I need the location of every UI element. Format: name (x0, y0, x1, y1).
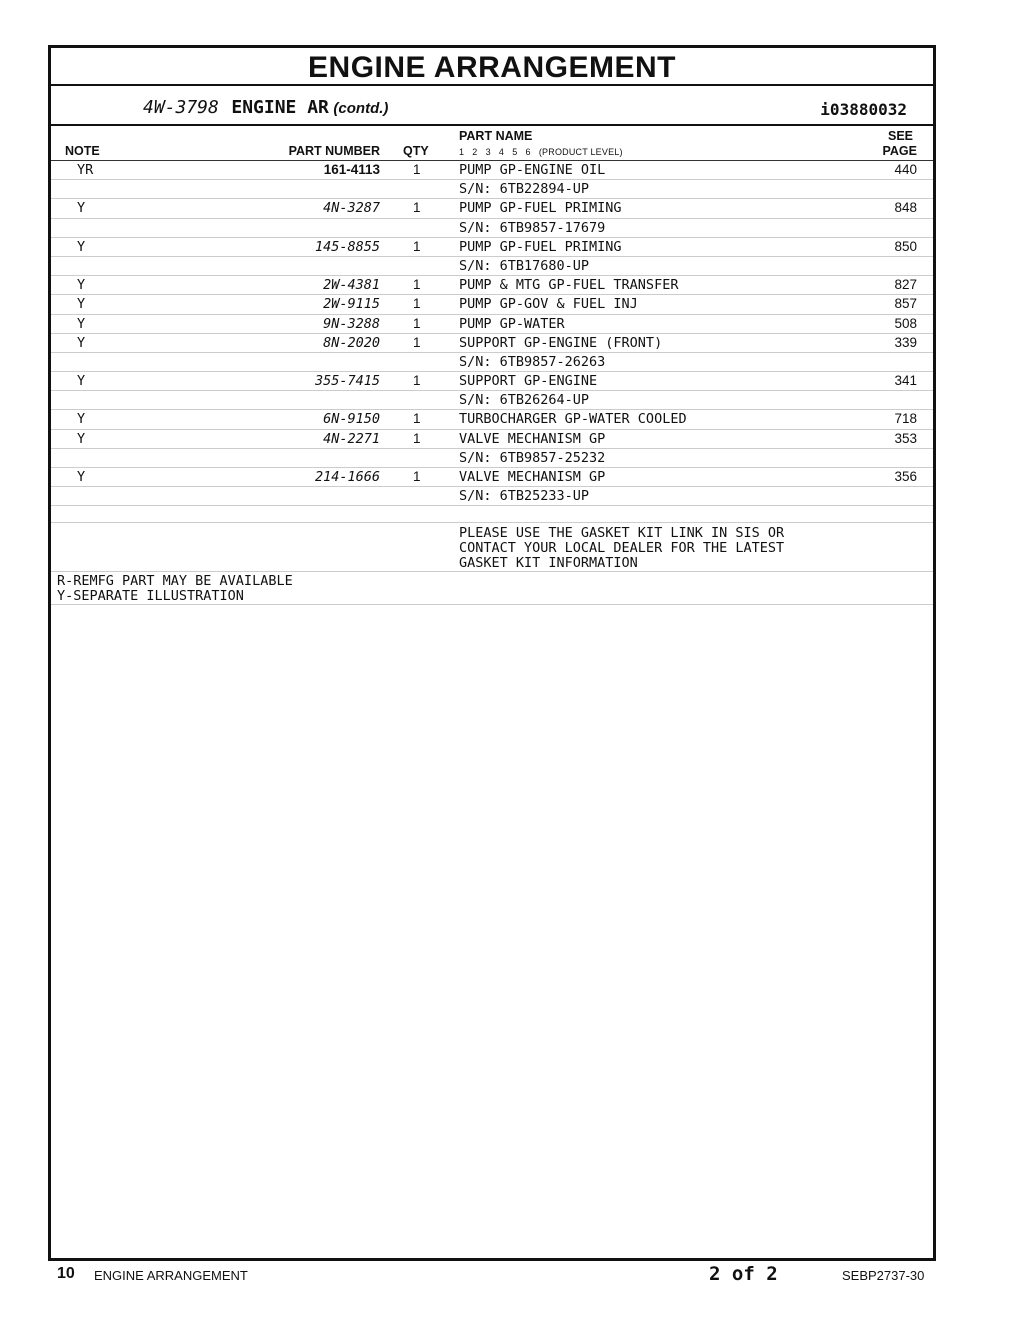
col-see: SEE (887, 129, 913, 143)
note-cell: Y (77, 469, 86, 485)
table-row (51, 257, 933, 276)
see-page-cell: 356 (894, 469, 917, 484)
footer-page-number: 10 (57, 1265, 75, 1282)
part-name-cell: PUMP GP-FUEL PRIMING (459, 238, 622, 255)
qty-cell: 1 (413, 430, 421, 446)
part-name-cell: PUMP & MTG GP-FUEL TRANSFER (459, 277, 679, 294)
group-title (143, 97, 388, 118)
part-number-cell: 355-7415 (314, 373, 380, 390)
part-number-cell: 145-8855 (314, 238, 380, 255)
part-name-cell: PUMP GP-FUEL PRIMING (459, 200, 622, 217)
note-cell: Y (77, 200, 86, 217)
note-cell: Y (77, 277, 86, 294)
part-number-cell: 214-1666 (314, 469, 380, 485)
qty-cell: 1 (413, 373, 421, 389)
footer-doc-id: SEBP2737-30 (842, 1268, 925, 1283)
part-number-cell: 8N-2020 (323, 334, 380, 351)
qty-cell: 1 (413, 315, 421, 331)
group-part-number: 4W-3798 (143, 97, 219, 118)
part-name-cell: S/N: 6TB9857-17679 (459, 219, 606, 236)
note-cell: Y (77, 315, 86, 332)
note-cell: Y (77, 373, 86, 390)
group-name: ENGINE AR (231, 97, 329, 118)
note-legend (51, 572, 933, 605)
legend-item-r: R-REMFG PART MAY BE AVAILABLE (57, 573, 293, 590)
col-page: PAGE (882, 144, 917, 158)
gasket-note-line: GASKET KIT INFORMATION (459, 555, 638, 572)
part-name-cell: S/N: 6TB17680-UP (459, 257, 590, 274)
group-contd: (contd.) (333, 100, 389, 117)
gasket-note-row (51, 523, 933, 572)
page-title: ENGINE ARRANGEMENT (51, 48, 933, 86)
see-page-cell: 353 (894, 430, 917, 446)
part-number-cell: 4N-2271 (323, 430, 380, 447)
table-row (51, 334, 933, 353)
note-cell: Y (77, 334, 86, 351)
part-name-cell: VALVE MECHANISM GP (459, 430, 606, 447)
table-row (51, 219, 933, 238)
table-row (51, 430, 933, 449)
see-page-cell: 341 (894, 373, 917, 389)
gasket-note-line: PLEASE USE THE GASKET KIT LINK IN SIS OR (459, 525, 785, 542)
see-page-cell: 440 (894, 162, 917, 177)
part-number-cell: 4N-3287 (323, 200, 380, 217)
col-qty: QTY (403, 144, 429, 158)
part-name-cell: SUPPORT GP-ENGINE (FRONT) (459, 334, 663, 351)
column-headers (51, 126, 933, 161)
part-name-cell: PUMP GP-ENGINE OIL (459, 162, 606, 178)
see-page-cell: 339 (894, 334, 917, 350)
blank-row (51, 506, 933, 523)
table-row (51, 238, 933, 257)
qty-cell: 1 (413, 200, 421, 216)
part-number-cell: 2W-4381 (323, 277, 380, 294)
see-page-cell: 850 (894, 238, 917, 254)
col-part-number: PART NUMBER (288, 144, 380, 158)
footer-page-of: 2 of 2 (709, 1263, 778, 1285)
part-name-cell: S/N: 6TB9857-26263 (459, 353, 606, 370)
see-page-cell: 857 (894, 296, 917, 312)
table-row (51, 315, 933, 334)
part-name-cell: PUMP GP-WATER (459, 315, 565, 332)
table-row (51, 276, 933, 295)
qty-cell: 1 (413, 296, 421, 312)
table-row (51, 410, 933, 429)
part-number-cell: 161-4113 (323, 162, 380, 177)
table-row (51, 295, 933, 314)
note-cell: Y (77, 430, 86, 447)
part-number-cell: 9N-3288 (323, 315, 380, 332)
part-number-cell: 6N-9150 (323, 411, 380, 428)
gasket-note-line: CONTACT YOUR LOCAL DEALER FOR THE LATEST (459, 540, 785, 557)
note-cell: Y (77, 411, 86, 428)
note-cell: Y (77, 238, 86, 255)
table-row (51, 468, 933, 487)
table-row (51, 372, 933, 391)
qty-cell: 1 (413, 411, 421, 427)
col-product-level: 1 2 3 4 5 6 (PRODUCT LEVEL) (459, 147, 623, 157)
part-name-cell: S/N: 6TB9857-25232 (459, 449, 606, 466)
note-cell: Y (77, 296, 86, 313)
qty-cell: 1 (413, 162, 421, 177)
part-name-cell: S/N: 6TB25233-UP (459, 488, 590, 505)
part-name-cell: S/N: 6TB22894-UP (459, 181, 590, 198)
part-name-cell: PUMP GP-GOV & FUEL INJ (459, 296, 638, 313)
table-row (51, 487, 933, 506)
group-header (51, 86, 933, 126)
legend-item-y: Y-SEPARATE ILLUSTRATION (57, 588, 244, 605)
table-row (51, 391, 933, 410)
table-row (51, 449, 933, 468)
part-name-cell: SUPPORT GP-ENGINE (459, 373, 598, 390)
table-row (51, 353, 933, 372)
col-note: NOTE (65, 144, 100, 158)
qty-cell: 1 (413, 277, 421, 293)
parts-list-frame (48, 45, 936, 1261)
table-row (51, 199, 933, 218)
col-part-name: PART NAME (459, 129, 533, 143)
part-number-cell: 2W-9115 (323, 296, 380, 313)
qty-cell: 1 (413, 334, 421, 350)
see-page-cell: 718 (894, 411, 917, 427)
note-cell: YR (77, 162, 94, 178)
part-name-cell: S/N: 6TB26264-UP (459, 392, 590, 409)
parts-table (51, 161, 933, 506)
qty-cell: 1 (413, 469, 421, 484)
table-row (51, 180, 933, 199)
table-row (51, 161, 933, 180)
illustration-id: i03880032 (820, 100, 907, 119)
see-page-cell: 827 (894, 277, 917, 293)
part-name-cell: VALVE MECHANISM GP (459, 469, 606, 485)
gasket-note (459, 526, 784, 571)
see-page-cell: 508 (894, 315, 917, 331)
part-name-cell: TURBOCHARGER GP-WATER COOLED (459, 411, 687, 428)
see-page-cell: 848 (894, 200, 917, 216)
footer-section: ENGINE ARRANGEMENT (94, 1268, 248, 1283)
qty-cell: 1 (413, 238, 421, 254)
